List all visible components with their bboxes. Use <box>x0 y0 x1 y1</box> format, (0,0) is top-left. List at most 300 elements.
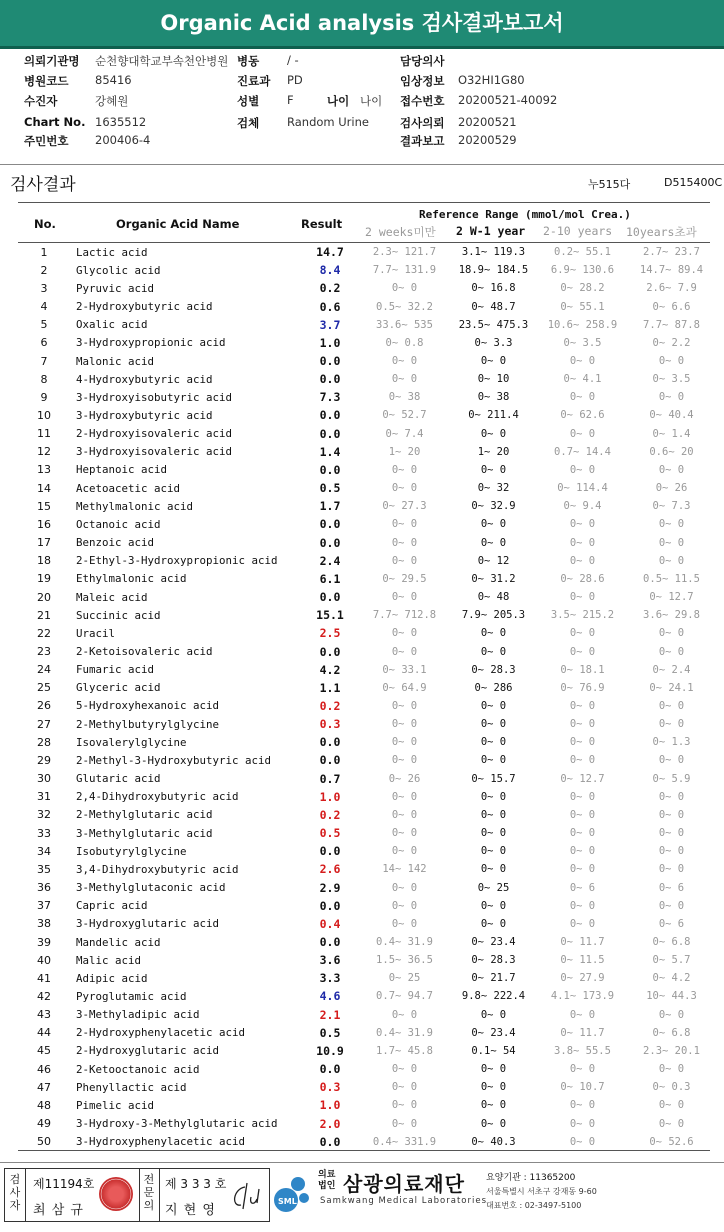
ref-10years: 0~ 0 <box>658 554 685 567</box>
table-row <box>18 352 716 370</box>
org-english: Samkwang Medical Laboratories <box>320 1196 488 1206</box>
row-number: 36 <box>37 881 51 895</box>
row-number: 11 <box>37 427 51 441</box>
ref-2weeks: 0~ 0 <box>391 482 418 495</box>
result-value: 0.7 <box>319 771 341 786</box>
row-number: 6 <box>40 336 48 350</box>
acid-name: 3-Methyladipic acid <box>76 1008 200 1022</box>
ref-2w-1year: 0~ 0 <box>480 645 507 658</box>
specimen-label: 검체 <box>237 116 260 130</box>
ref-2-10years: 0~ 76.9 <box>560 681 605 694</box>
acid-name: Succinic acid <box>76 608 161 622</box>
row-number: 24 <box>37 663 51 677</box>
dept-label: 진료과 <box>237 74 271 88</box>
ref-10years: 0~ 7.3 <box>652 500 691 513</box>
ref-2-10years: 10.6~ 258.9 <box>547 318 618 331</box>
ref-2w-1year: 0~ 0 <box>480 627 507 640</box>
chart-value: 1635512 <box>95 115 147 129</box>
ref-2w-1year: 18.9~ 184.5 <box>458 264 529 277</box>
acid-name: Maleic acid <box>76 590 148 604</box>
dept-value: PD <box>287 73 303 87</box>
table-bottom-rule <box>18 1150 710 1151</box>
ref-2weeks: 0~ 0 <box>391 591 418 604</box>
acid-name: Octanoic acid <box>76 517 161 531</box>
table-row <box>18 243 716 261</box>
ref-2-10years: 0~ 0 <box>569 591 596 604</box>
ref-2-10years: 0~ 0 <box>569 899 596 912</box>
table-row <box>18 497 716 515</box>
row-number: 1 <box>40 245 48 259</box>
ref-2-10years: 0~ 62.6 <box>560 409 605 422</box>
ref-2weeks: 0~ 29.5 <box>382 572 427 585</box>
ref-2-10years: 0~ 0 <box>569 1117 596 1130</box>
ref-10years: 0~ 5.7 <box>652 954 691 967</box>
acid-name: 3,4-Dihydroxybutyric acid <box>76 862 239 876</box>
ref-10years: 2.6~ 7.9 <box>646 282 697 295</box>
row-number: 30 <box>37 772 51 786</box>
ref-2weeks: 0~ 64.9 <box>382 681 427 694</box>
table-row <box>18 679 716 697</box>
ref-2w-1year: 0~ 23.4 <box>471 936 516 949</box>
header-reference: Reference Range (mmol/mol Crea.) <box>419 208 631 221</box>
ref-2weeks: 1~ 20 <box>388 445 421 458</box>
row-number: 21 <box>37 608 51 622</box>
ref-2-10years: 0~ 0 <box>569 790 596 803</box>
ref-2w-1year: 0~ 0 <box>480 808 507 821</box>
table-row <box>18 370 716 388</box>
result-value: 1.1 <box>319 680 341 695</box>
table-row <box>18 515 716 533</box>
ref-10years: 0~ 0 <box>658 518 685 531</box>
hospital-value: 순천향대학교부속천안병원 <box>95 54 229 68</box>
ref-2w-1year: 0~ 0 <box>480 463 507 476</box>
row-number: 37 <box>37 899 51 913</box>
row-number: 31 <box>37 790 51 804</box>
ref-10years: 0~ 0 <box>658 536 685 549</box>
acid-name: Oxalic acid <box>76 318 148 332</box>
ref-2weeks: 1.7~ 45.8 <box>376 1044 433 1057</box>
result-value: 0.3 <box>319 717 341 732</box>
chart-label: Chart No. <box>24 115 86 129</box>
acid-name: 2-Methylglutaric acid <box>76 808 213 822</box>
ref-2weeks: 0~ 0.8 <box>385 336 424 349</box>
result-value: 0.0 <box>319 426 341 441</box>
row-number: 14 <box>37 481 51 495</box>
ref-2w-1year: 0~ 0 <box>480 917 507 930</box>
ref-2-10years: 0~ 0 <box>569 1008 596 1021</box>
ref-2weeks: 0~ 0 <box>391 754 418 767</box>
ref-2-10years: 0~ 0 <box>569 627 596 640</box>
ref-10years: 0~ 0 <box>658 754 685 767</box>
row-number: 3 <box>40 281 48 295</box>
acid-name: 2-Hydroxybutyric acid <box>76 300 213 314</box>
ref-2weeks: 0~ 0 <box>391 808 418 821</box>
hospital-label: 의뢰기관명 <box>24 54 80 68</box>
specialist-name: 지 현 영 <box>165 1203 216 1218</box>
row-number: 41 <box>37 971 51 985</box>
ref-2weeks: 7.7~ 131.9 <box>372 264 437 277</box>
ref-2weeks: 0~ 0 <box>391 627 418 640</box>
acid-name: Pyroglutamic acid <box>76 989 187 1003</box>
ref-10years: 0~ 24.1 <box>649 681 694 694</box>
result-value: 0.2 <box>319 698 341 713</box>
result-value: 0.0 <box>319 462 341 477</box>
table-row <box>18 1060 716 1078</box>
ref-2-10years: 0.2~ 55.1 <box>554 246 611 259</box>
institution-number: 요양기관 : 11365200 <box>486 1173 576 1183</box>
table-row <box>18 1006 716 1024</box>
acid-name: Glutaric acid <box>76 772 161 786</box>
table-row <box>18 624 716 642</box>
row-number: 5 <box>40 318 48 332</box>
ref-2weeks: 0.4~ 331.9 <box>372 1135 437 1148</box>
result-value: 2.0 <box>319 1116 341 1131</box>
table-row <box>18 261 716 279</box>
result-value: 14.7 <box>316 245 344 260</box>
ref-2w-1year: 0~ 3.3 <box>474 336 513 349</box>
result-value: 1.0 <box>319 789 341 804</box>
acid-name: Phenyllactic acid <box>76 1080 187 1094</box>
ref-2w-1year: 0~ 10 <box>477 373 510 386</box>
result-value: 0.0 <box>319 1134 341 1149</box>
ref-2w-1year: 0~ 0 <box>480 845 507 858</box>
row-number: 45 <box>37 1044 51 1058</box>
ref-2weeks: 0~ 0 <box>391 699 418 712</box>
table-row <box>18 697 716 715</box>
ref-2weeks: 0.4~ 31.9 <box>376 936 433 949</box>
ref-2w-1year: 0~ 25 <box>477 881 510 894</box>
ref-10years: 0~ 2.2 <box>652 336 691 349</box>
clinical-label: 임상정보 <box>400 74 445 88</box>
header-ref-4: 10years초과 <box>626 225 697 239</box>
ref-2-10years: 0~ 11.7 <box>560 936 605 949</box>
ref-2-10years: 0~ 0 <box>569 536 596 549</box>
ref-10years: 0~ 4.2 <box>652 972 691 985</box>
acid-name: 3-Hydroxypropionic acid <box>76 336 226 350</box>
phone: 대표번호 : 02-3497-5100 <box>486 1201 582 1210</box>
row-number: 42 <box>37 989 51 1003</box>
result-value: 0.5 <box>319 481 341 496</box>
ref-2w-1year: 3.1~ 119.3 <box>461 246 526 259</box>
result-value: 6.1 <box>319 571 341 586</box>
ref-2w-1year: 23.5~ 475.3 <box>458 318 529 331</box>
row-number: 26 <box>37 699 51 713</box>
org-name: 삼광의료재단 <box>343 1172 465 1196</box>
ref-2-10years: 6.9~ 130.6 <box>550 264 615 277</box>
table-row <box>18 606 716 624</box>
report-title: Organic Acid analysis 검사결과보고서 <box>0 0 724 49</box>
row-number: 20 <box>37 590 51 604</box>
row-number: 2 <box>40 263 48 277</box>
table-row <box>18 878 716 896</box>
ref-10years: 0~ 0 <box>658 863 685 876</box>
table-row <box>18 1133 716 1151</box>
header-ref-3: 2-10 years <box>543 224 613 238</box>
result-value: 0.0 <box>319 644 341 659</box>
ref-2-10years: 0~ 11.5 <box>560 954 605 967</box>
header-no: No. <box>34 217 56 231</box>
result-value: 0.0 <box>319 898 341 913</box>
ref-2-10years: 0~ 0 <box>569 863 596 876</box>
ref-2weeks: 0~ 0 <box>391 373 418 386</box>
ref-10years: 2.3~ 20.1 <box>643 1044 700 1057</box>
ref-10years: 0~ 12.7 <box>649 591 694 604</box>
row-number: 4 <box>40 300 48 314</box>
ref-2-10years: 0~ 0 <box>569 808 596 821</box>
result-value: 3.6 <box>319 953 341 968</box>
row-number: 19 <box>37 572 51 586</box>
table-row <box>18 788 716 806</box>
ward-label: 병동 <box>237 54 260 68</box>
ref-2-10years: 0~ 0 <box>569 518 596 531</box>
examiner-label: 검사자 <box>9 1173 21 1212</box>
result-value: 4.2 <box>319 662 341 677</box>
ref-2weeks: 0~ 0 <box>391 899 418 912</box>
table-row <box>18 1042 716 1060</box>
result-value: 0.0 <box>319 844 341 859</box>
ref-10years: 0~ 6.6 <box>652 300 691 313</box>
table-row <box>18 933 716 951</box>
ref-10years: 0~ 0 <box>658 790 685 803</box>
table-row <box>18 987 716 1005</box>
ref-2w-1year: 0~ 28.3 <box>471 663 516 676</box>
acid-name: 2-Methylbutyrylglycine <box>76 717 220 731</box>
ref-2weeks: 0~ 0 <box>391 554 418 567</box>
ref-2-10years: 0~ 0 <box>569 391 596 404</box>
ref-10years: 0~ 0 <box>658 627 685 640</box>
table-row <box>18 1115 716 1133</box>
ref-10years: 0~ 0 <box>658 845 685 858</box>
result-value: 0.3 <box>319 1080 341 1095</box>
ref-10years: 7.7~ 87.8 <box>643 318 700 331</box>
ref-2weeks: 0~ 0 <box>391 827 418 840</box>
ref-2weeks: 0~ 0 <box>391 518 418 531</box>
ref-2-10years: 0~ 10.7 <box>560 1081 605 1094</box>
acid-name: Lactic acid <box>76 245 148 259</box>
ref-10years: 0~ 0 <box>658 1117 685 1130</box>
ref-2-10years: 0~ 114.4 <box>557 482 608 495</box>
acid-name: 2-Hydroxyglutaric acid <box>76 1044 220 1058</box>
test-code-2: D515400C <box>664 176 723 189</box>
ref-2-10years: 0~ 0 <box>569 845 596 858</box>
ref-2-10years: 0~ 0 <box>569 754 596 767</box>
ref-2w-1year: 0~ 0 <box>480 536 507 549</box>
ref-2weeks: 0~ 0 <box>391 355 418 368</box>
table-row <box>18 715 716 733</box>
ref-2-10years: 0~ 0 <box>569 699 596 712</box>
table-row <box>18 969 716 987</box>
ref-2w-1year: 0~ 0 <box>480 863 507 876</box>
request-value: 20200521 <box>458 115 517 129</box>
acid-name: Isovalerylglycine <box>76 735 187 749</box>
row-number: 49 <box>37 1117 51 1131</box>
footer <box>0 1164 724 1232</box>
ref-2w-1year: 0~ 28.3 <box>471 954 516 967</box>
ref-2w-1year: 0~ 0 <box>480 736 507 749</box>
receipt-value: 20200521-40092 <box>458 93 558 107</box>
row-number: 43 <box>37 1008 51 1022</box>
acid-name: Adipic acid <box>76 971 148 985</box>
ref-2w-1year: 0~ 48 <box>477 591 510 604</box>
result-value: 1.7 <box>319 499 341 514</box>
ref-2weeks: 7.7~ 712.8 <box>372 609 437 622</box>
examiner-license: 제11194호 <box>33 1177 95 1191</box>
acid-name: Malic acid <box>76 953 142 967</box>
ref-10years: 0~ 1.4 <box>652 427 691 440</box>
acid-name: 3-Hydroxybutyric acid <box>76 408 213 422</box>
code-label: 병원코드 <box>24 74 69 88</box>
acid-name: 3-Methylglutaconic acid <box>76 881 226 895</box>
ref-2w-1year: 7.9~ 205.3 <box>461 609 526 622</box>
ref-10years: 0~ 0 <box>658 645 685 658</box>
ref-2weeks: 0~ 7.4 <box>385 427 424 440</box>
table-row <box>18 388 716 406</box>
ref-10years: 0~ 1.3 <box>652 736 691 749</box>
acid-name: 3-Hydroxyisobutyric acid <box>76 390 233 404</box>
ref-2w-1year: 0~ 32 <box>477 482 510 495</box>
result-value: 4.6 <box>319 989 341 1004</box>
acid-name: Glycolic acid <box>76 263 161 277</box>
acid-name: Uracil <box>76 626 116 640</box>
acid-name: Mandelic acid <box>76 935 161 949</box>
ref-2weeks: 0~ 26 <box>388 772 421 785</box>
ref-2w-1year: 0~ 21.7 <box>471 972 516 985</box>
ref-2weeks: 0~ 0 <box>391 536 418 549</box>
result-value: 1.4 <box>319 444 341 459</box>
ref-10years: 0~ 40.4 <box>649 409 694 422</box>
ref-2weeks: 0~ 0 <box>391 736 418 749</box>
result-value: 0.0 <box>319 408 341 423</box>
ref-10years: 2.7~ 23.7 <box>643 246 700 259</box>
result-value: 2.1 <box>319 1007 341 1022</box>
ref-10years: 0~ 0 <box>658 808 685 821</box>
row-number: 29 <box>37 753 51 767</box>
ref-2-10years: 0~ 0 <box>569 1099 596 1112</box>
ref-2-10years: 4.1~ 173.9 <box>550 990 615 1003</box>
ref-2w-1year: 1~ 20 <box>477 445 510 458</box>
ref-2-10years: 0~ 0 <box>569 1063 596 1076</box>
ref-10years: 3.6~ 29.8 <box>643 609 700 622</box>
row-number: 33 <box>37 826 51 840</box>
result-value: 1.0 <box>319 1098 341 1113</box>
ref-2-10years: 0.7~ 14.4 <box>554 445 611 458</box>
row-number: 17 <box>37 536 51 550</box>
ref-2weeks: 0.7~ 94.7 <box>376 990 433 1003</box>
report-value: 20200529 <box>458 133 517 147</box>
ref-10years: 0~ 52.6 <box>649 1135 694 1148</box>
ref-10years: 0~ 6.8 <box>652 936 691 949</box>
divider <box>0 164 724 165</box>
ref-2weeks: 0~ 0 <box>391 463 418 476</box>
footer-divider <box>0 1162 724 1163</box>
ref-10years: 0~ 0 <box>658 1008 685 1021</box>
table-top-rule <box>18 202 710 203</box>
result-value: 0.2 <box>319 281 341 296</box>
ref-2-10years: 0~ 18.1 <box>560 663 605 676</box>
row-number: 48 <box>37 1098 51 1112</box>
collector-value: 강혜원 <box>95 94 129 108</box>
ref-10years: 0~ 0 <box>658 699 685 712</box>
acid-name: 2-Ethyl-3-Hydroxypropionic acid <box>76 554 278 568</box>
ref-10years: 0~ 5.9 <box>652 772 691 785</box>
ref-10years: 0~ 0 <box>658 355 685 368</box>
ref-2-10years: 0~ 0 <box>569 1135 596 1148</box>
ref-2w-1year: 9.8~ 222.4 <box>461 990 526 1003</box>
row-number: 12 <box>37 445 51 459</box>
acid-name: 2-Ketooctanoic acid <box>76 1062 200 1076</box>
acid-name: Pyruvic acid <box>76 281 155 295</box>
ref-2w-1year: 0~ 286 <box>474 681 513 694</box>
result-value: 7.3 <box>319 390 341 405</box>
ref-2-10years: 0~ 6 <box>569 881 596 894</box>
row-number: 44 <box>37 1026 51 1040</box>
result-value: 2.9 <box>319 880 341 895</box>
table-row <box>18 661 716 679</box>
row-number: 39 <box>37 935 51 949</box>
signature <box>227 1179 263 1213</box>
table-row <box>18 552 716 570</box>
ref-2w-1year: 0~ 0 <box>480 1099 507 1112</box>
ref-10years: 0~ 6 <box>658 881 685 894</box>
ref-2-10years: 0~ 0 <box>569 718 596 731</box>
row-number: 16 <box>37 517 51 531</box>
acid-name: 3-Methylglutaric acid <box>76 826 213 840</box>
ref-10years: 10~ 44.3 <box>646 990 697 1003</box>
ref-2w-1year: 0~ 16.8 <box>471 282 516 295</box>
table-row <box>18 334 716 352</box>
ref-2-10years: 0~ 28.2 <box>560 282 605 295</box>
row-number: 34 <box>37 844 51 858</box>
address: 서울특별시 서초구 강재동 9-60 <box>486 1187 597 1196</box>
table-row <box>18 425 716 443</box>
specimen-value: Random Urine <box>287 115 369 129</box>
acid-name: 3-Hydroxy-3-Methylglutaric acid <box>76 1117 278 1131</box>
result-value: 0.0 <box>319 372 341 387</box>
age-value: 나이 <box>360 94 383 108</box>
ref-10years: 0~ 6.8 <box>652 1026 691 1039</box>
ref-2weeks: 1.5~ 36.5 <box>376 954 433 967</box>
result-value: 0.0 <box>319 1062 341 1077</box>
result-value: 0.0 <box>319 735 341 750</box>
ref-10years: 0~ 0 <box>658 718 685 731</box>
header-result: Result <box>301 217 343 231</box>
table-row <box>18 642 716 660</box>
result-value: 2.6 <box>319 862 341 877</box>
ref-2w-1year: 0~ 0 <box>480 355 507 368</box>
order-value: 200406-4 <box>95 133 151 147</box>
ref-2-10years: 0~ 0 <box>569 554 596 567</box>
header-ref-2: 2 W-1 year <box>456 224 526 238</box>
ref-2-10years: 0~ 12.7 <box>560 772 605 785</box>
ref-2weeks: 0~ 0 <box>391 1117 418 1130</box>
row-number: 9 <box>40 390 48 404</box>
ref-2weeks: 2.3~ 121.7 <box>372 246 437 259</box>
sml-logo-icon <box>272 1170 312 1216</box>
report-label: 결과보고 <box>400 134 445 148</box>
specialist-label: 전문의 <box>143 1173 155 1212</box>
ref-2-10years: 3.5~ 215.2 <box>550 609 615 622</box>
ref-2-10years: 0~ 0 <box>569 645 596 658</box>
ref-2-10years: 0~ 27.9 <box>560 972 605 985</box>
ref-2w-1year: 0~ 0 <box>480 718 507 731</box>
ref-2weeks: 14~ 142 <box>382 863 427 876</box>
ref-10years: 0~ 2.4 <box>652 663 691 676</box>
acid-name: Acetoacetic acid <box>76 481 181 495</box>
ref-2w-1year: 0~ 0 <box>480 1081 507 1094</box>
acid-name: Ethylmalonic acid <box>76 572 187 586</box>
ref-2-10years: 0~ 0 <box>569 736 596 749</box>
table-row <box>18 824 716 842</box>
